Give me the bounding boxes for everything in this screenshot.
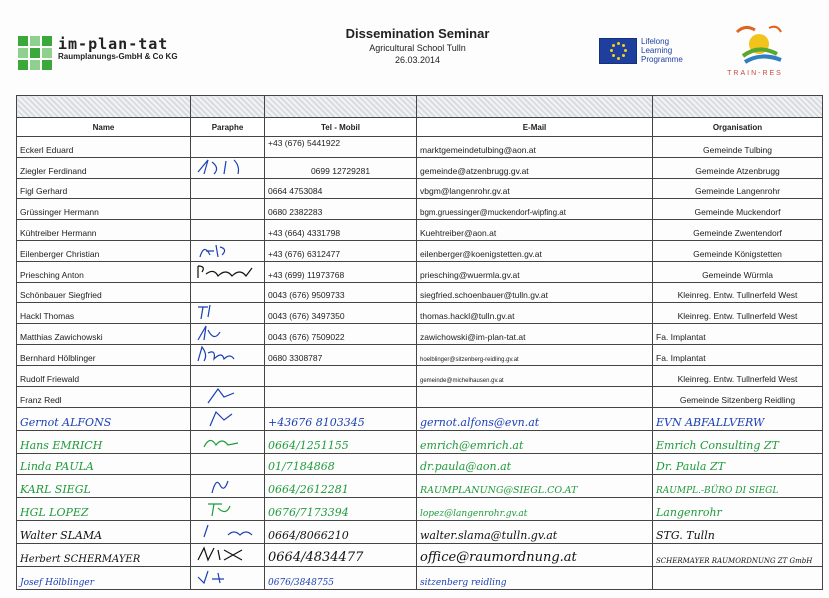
cell-organisation	[653, 566, 823, 589]
cell-name: Rudolf Friewald	[17, 366, 191, 387]
cell-paraphe	[191, 220, 265, 241]
cell-name: Linda PAULA	[17, 454, 191, 475]
table-row	[17, 240, 823, 261]
document-title-block	[300, 26, 535, 66]
cell-tel: 0664/2612281	[265, 474, 417, 497]
cell-name: Matthias Zawichowski	[17, 324, 191, 345]
cell-email: hoelblinger@sitzenberg-reidling.gv.at	[417, 345, 653, 366]
cell-email: sitzenberg reidling	[417, 566, 653, 589]
cell-paraphe	[191, 408, 265, 431]
cell-organisation: Gemeinde Sitzenberg Reidling	[653, 387, 823, 408]
attendance-table	[16, 95, 823, 590]
cell-organisation: Kleinreg. Entw. Tullnerfeld West	[653, 282, 823, 303]
cell-tel	[265, 387, 417, 408]
cell-email: walter.slama@tulln.gv.at	[417, 520, 653, 543]
cell-email: RAUMPLANUNG@SIEGL.CO.AT	[417, 474, 653, 497]
header-name: Name	[17, 118, 191, 137]
cell-paraphe	[191, 474, 265, 497]
table-row	[17, 157, 823, 178]
cell-paraphe	[191, 345, 265, 366]
header-email: E-Mail	[417, 118, 653, 137]
header-tel: Tel - Mobil	[265, 118, 417, 137]
cell-tel: +43 (676) 5441922	[265, 137, 417, 158]
signature-icon	[194, 387, 260, 405]
cell-paraphe	[191, 566, 265, 589]
cell-paraphe	[191, 543, 265, 566]
document-subtitle: Agricultural School Tulln	[369, 43, 466, 53]
handwritten-row	[17, 566, 823, 589]
signature-icon	[194, 158, 260, 176]
table-row	[17, 366, 823, 387]
hatched-band	[17, 96, 823, 118]
cell-email: dr.paula@aon.at	[417, 454, 653, 475]
table-row	[17, 282, 823, 303]
cell-organisation: Gemeinde Atzenbrugg	[653, 157, 823, 178]
cell-name: Figl Gerhard	[17, 178, 191, 199]
table-row	[17, 137, 823, 158]
cell-organisation: Gemeinde Zwentendorf	[653, 220, 823, 241]
handwritten-row	[17, 543, 823, 566]
cell-name: Herbert SCHERMAYER	[17, 543, 191, 566]
cell-tel: 0664/8066210	[265, 520, 417, 543]
cell-tel: 0680 2382283	[265, 199, 417, 220]
cell-paraphe	[191, 366, 265, 387]
table-header-row	[17, 118, 823, 137]
handwritten-row	[17, 431, 823, 454]
cell-paraphe	[191, 497, 265, 520]
cell-email: emrich@emrich.at	[417, 431, 653, 454]
signature-icon	[194, 324, 260, 342]
cell-email: vbgm@langenrohr.gv.at	[417, 178, 653, 199]
cell-organisation: Fa. Implantat	[653, 324, 823, 345]
table-row	[17, 387, 823, 408]
cell-organisation: Dr. Paula ZT	[653, 454, 823, 475]
cell-name: Kühtreiber Hermann	[17, 220, 191, 241]
cell-organisation: Gemeinde Tulbing	[653, 137, 823, 158]
cell-tel: 0664/4834477	[265, 543, 417, 566]
cell-tel: +43676 8103345	[265, 408, 417, 431]
eu-text-line-3: Programme	[641, 55, 683, 64]
signature-icon	[194, 498, 260, 518]
cell-paraphe	[191, 387, 265, 408]
cell-organisation: Emrich Consulting ZT	[653, 431, 823, 454]
cell-paraphe	[191, 431, 265, 454]
eu-text-line-2: Learning	[641, 46, 673, 55]
cell-tel: 01/7184868	[265, 454, 417, 475]
cell-organisation: RAUMPL.-BÜRO DI SIEGL	[653, 474, 823, 497]
signature-icon	[194, 544, 260, 564]
cell-email: eilenberger@koenigstetten.gv.at	[417, 240, 653, 261]
cell-tel: +43 (699) 11973768	[265, 261, 417, 282]
cell-email: zawichowski@im-plan-tat.at	[417, 324, 653, 345]
cell-tel: 0680 3308787	[265, 345, 417, 366]
cell-email: thomas.hackl@tulln.gv.at	[417, 303, 653, 324]
cell-organisation: Gemeinde Langenrohr	[653, 178, 823, 199]
cell-name: Franz Redl	[17, 387, 191, 408]
cell-tel: 0676/7173394	[265, 497, 417, 520]
cell-organisation: EVN ABFALLVERW	[653, 408, 823, 431]
cell-email: priesching@wuermla.gv.at	[417, 261, 653, 282]
eu-flag-icon	[599, 38, 637, 64]
handwritten-row	[17, 454, 823, 475]
table-row	[17, 303, 823, 324]
cell-name: KARL SIEGL	[17, 474, 191, 497]
cell-tel: 0043 (676) 7509022	[265, 324, 417, 345]
cell-name: HGL LOPEZ	[17, 497, 191, 520]
cell-name: Bernhard Hölblinger	[17, 345, 191, 366]
eu-lifelong-learning-logo	[599, 37, 683, 64]
cell-tel: +43 (676) 6312477	[265, 240, 417, 261]
cell-tel: 0664 4753084	[265, 178, 417, 199]
cell-email: Kuehtreiber@aon.at	[417, 220, 653, 241]
cell-paraphe	[191, 303, 265, 324]
cell-name: Gernot ALFONS	[17, 408, 191, 431]
cell-name: Hackl Thomas	[17, 303, 191, 324]
table-row	[17, 220, 823, 241]
header-paraphe: Paraphe	[191, 118, 265, 137]
table-row	[17, 345, 823, 366]
cell-email	[417, 387, 653, 408]
handwritten-row	[17, 520, 823, 543]
signature-icon	[194, 408, 260, 428]
handwritten-row	[17, 408, 823, 431]
cell-tel: 0676/3848755	[265, 566, 417, 589]
eu-text-line-1: Lifelong	[641, 37, 670, 46]
cell-email: gemeinde@michelhausen.gv.at	[417, 366, 653, 387]
cell-organisation: Kleinreg. Entw. Tullnerfeld West	[653, 366, 823, 387]
table-row	[17, 324, 823, 345]
cell-paraphe	[191, 178, 265, 199]
cell-paraphe	[191, 282, 265, 303]
cell-organisation: Langenrohr	[653, 497, 823, 520]
cell-organisation: Fa. Implantat	[653, 345, 823, 366]
signature-icon	[194, 303, 260, 321]
signature-icon	[194, 431, 260, 451]
handwritten-row	[17, 497, 823, 520]
cell-tel: +43 (664) 4331798	[265, 220, 417, 241]
cell-name: Josef Hölblinger	[17, 566, 191, 589]
header-organisation: Organisation	[653, 118, 823, 137]
cell-name: Grüssinger Hermann	[17, 199, 191, 220]
cell-name: Eilenberger Christian	[17, 240, 191, 261]
cell-paraphe	[191, 520, 265, 543]
cell-tel: 0043 (676) 3497350	[265, 303, 417, 324]
cell-email: siegfried.schoenbauer@tulln.gv.at	[417, 282, 653, 303]
cell-paraphe	[191, 157, 265, 178]
cell-tel: 0699 12729281	[265, 157, 417, 178]
cell-name: Eckerl Eduard	[17, 137, 191, 158]
cell-paraphe	[191, 199, 265, 220]
cell-email: office@raumordnung.at	[417, 543, 653, 566]
signature-icon	[194, 521, 260, 541]
cell-email: gemeinde@atzenbrugg.gv.at	[417, 157, 653, 178]
cell-organisation: Kleinreg. Entw. Tullnerfeld West	[653, 303, 823, 324]
cell-name: Hans EMRICH	[17, 431, 191, 454]
train-res-text: TRAIN-RES	[727, 70, 783, 77]
cell-paraphe	[191, 324, 265, 345]
cell-paraphe	[191, 137, 265, 158]
logo-name: im-plan-tat	[58, 35, 169, 53]
cell-organisation: STG. Tulln	[653, 520, 823, 543]
table-row	[17, 178, 823, 199]
signature-icon	[194, 475, 260, 495]
cell-name: Ziegler Ferdinand	[17, 157, 191, 178]
handwritten-row	[17, 474, 823, 497]
grid-logo-icon	[18, 36, 52, 70]
cell-paraphe	[191, 454, 265, 475]
cell-organisation: Gemeinde Muckendorf	[653, 199, 823, 220]
cell-organisation: Gemeinde Würmla	[653, 261, 823, 282]
cell-organisation: SCHERMAYER RAUMORDNUNG ZT GmbH	[653, 543, 823, 566]
cell-paraphe	[191, 261, 265, 282]
signature-icon	[194, 345, 260, 363]
table-row	[17, 199, 823, 220]
cell-name: Walter SLAMA	[17, 520, 191, 543]
signature-icon	[194, 241, 260, 259]
cell-tel	[265, 366, 417, 387]
cell-email: bgm.gruessinger@muckendorf-wipfing.at	[417, 199, 653, 220]
cell-paraphe	[191, 240, 265, 261]
table-row	[17, 261, 823, 282]
signature-icon	[194, 262, 260, 280]
cell-email: gernot.alfons@evn.at	[417, 408, 653, 431]
logo-subtitle: Raumplanungs-GmbH & Co KG	[58, 52, 178, 61]
cell-tel: 0664/1251155	[265, 431, 417, 454]
sun-landscape-icon	[715, 22, 795, 70]
cell-tel: 0043 (676) 9509733	[265, 282, 417, 303]
train-res-logo	[715, 22, 795, 80]
cell-email: marktgemeindetulbing@aon.at	[417, 137, 653, 158]
cell-name: Priesching Anton	[17, 261, 191, 282]
document-date: 26.03.2014	[394, 55, 441, 65]
document-title: Dissemination Seminar	[345, 26, 490, 41]
signature-icon	[194, 567, 260, 587]
cell-organisation: Gemeinde Königstetten	[653, 240, 823, 261]
cell-email: lopez@langenrohr.gv.at	[417, 497, 653, 520]
cell-name: Schönbauer Siegfried	[17, 282, 191, 303]
attendance-table-wrapper	[16, 95, 822, 598]
im-plan-tat-logo	[18, 36, 178, 70]
